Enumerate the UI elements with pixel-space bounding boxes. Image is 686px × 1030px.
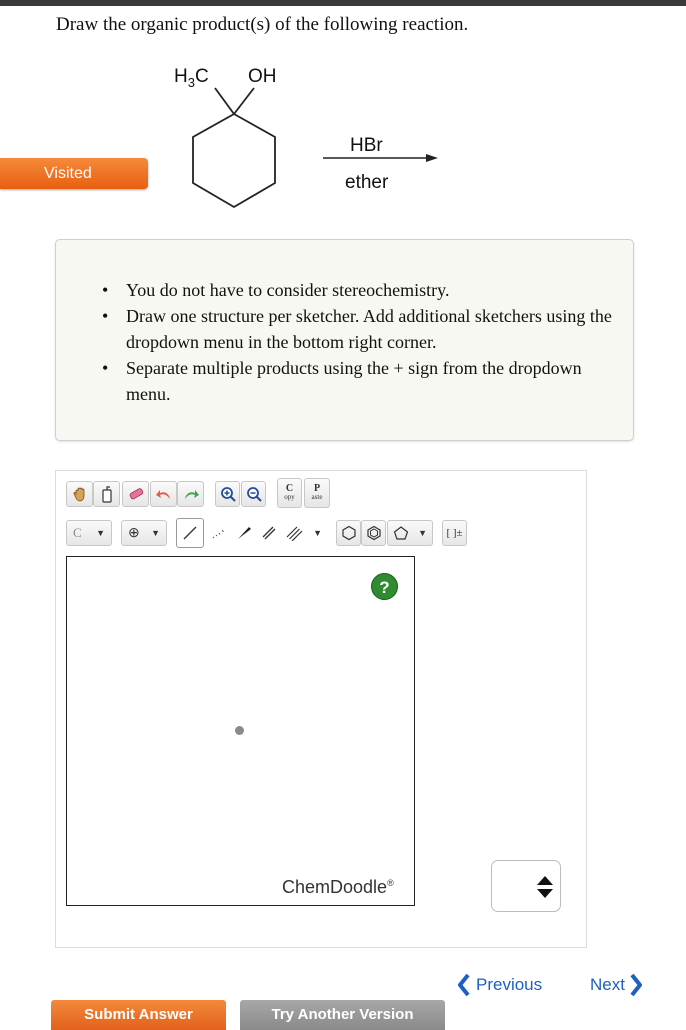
dropdown-arrow-icon: ▼ <box>418 528 427 538</box>
hand-icon <box>72 486 88 502</box>
hydroxyl-label: OH <box>248 66 277 87</box>
question-text: Draw the organic product(s) of the following reaction. <box>56 14 469 35</box>
bracket-label: [ ]± <box>446 527 463 539</box>
copy-label-top: C <box>285 483 294 494</box>
eraser-icon <box>127 487 145 501</box>
instruction-item: • Draw one structure per sketcher. Add additional sketchers using the dropdown menu in the bottom right corner. <box>102 306 612 352</box>
zoom-out-icon <box>246 486 262 502</box>
double-bond-button[interactable] <box>256 520 282 546</box>
double-bond-icon <box>261 525 277 541</box>
element-select[interactable] <box>66 520 112 546</box>
dropdown-arrow-icon: ▼ <box>313 528 322 538</box>
undo-button[interactable] <box>150 481 177 507</box>
zoom-in-icon <box>220 486 236 502</box>
dropdown-arrow-icon: ▼ <box>151 528 160 538</box>
try-another-version-button[interactable]: Try Another Version <box>240 1000 445 1030</box>
hash-bond-button[interactable] <box>205 520 231 546</box>
next-link[interactable] <box>590 972 643 998</box>
single-bond-button[interactable] <box>176 518 204 548</box>
reagent-label: HBr <box>350 135 383 156</box>
cyclohexane-ring <box>193 88 275 207</box>
top-bar <box>0 0 686 6</box>
benzene-ring-button[interactable] <box>361 520 386 546</box>
pentagon-icon <box>393 525 409 541</box>
up-down-arrows-icon <box>491 860 561 912</box>
add-sketcher-stepper[interactable] <box>491 860 561 912</box>
zoom-out-button[interactable] <box>241 481 266 507</box>
previous-link[interactable] <box>457 972 542 998</box>
copy-button[interactable] <box>277 478 302 508</box>
charge-select[interactable] <box>121 520 167 546</box>
hexagon-icon <box>341 525 357 541</box>
triple-bond-select[interactable] <box>282 520 326 546</box>
hash-bond-icon <box>210 525 226 541</box>
undo-icon <box>155 487 173 501</box>
chevron-right-icon <box>629 972 643 998</box>
pan-hand-button[interactable] <box>66 481 93 507</box>
paste-button[interactable] <box>304 478 330 508</box>
redo-button[interactable] <box>177 481 204 507</box>
pentagon-ring-select[interactable] <box>387 520 433 546</box>
single-bond-icon <box>182 525 198 541</box>
copy-label-bottom: opy <box>284 493 295 501</box>
submit-answer-button[interactable]: Submit Answer <box>51 1000 226 1030</box>
next-label: Next <box>590 975 625 994</box>
solvent-label: ether <box>345 172 389 193</box>
charge-label: ⊕ <box>128 525 140 541</box>
triple-bond-icon <box>286 525 304 541</box>
eraser-button[interactable] <box>122 481 149 507</box>
wedge-bond-icon <box>236 525 252 541</box>
zoom-in-button[interactable] <box>215 481 240 507</box>
dropdown-arrow-icon: ▼ <box>96 528 105 538</box>
instructions-box <box>55 239 634 441</box>
cyclohexane-ring-button[interactable] <box>336 520 361 546</box>
paste-label-bottom: aste <box>311 493 323 501</box>
redo-icon <box>182 487 200 501</box>
instruction-item: • You do not have to consider stereochemistry. <box>102 280 450 300</box>
reaction-scheme <box>160 55 460 215</box>
bracket-button[interactable] <box>442 520 467 546</box>
chevron-left-icon <box>457 972 471 998</box>
visited-badge: Visited <box>0 158 148 189</box>
help-button[interactable]: ? <box>371 573 398 600</box>
wedge-bond-button[interactable] <box>231 520 257 546</box>
lasso-icon <box>99 485 115 503</box>
cursor-dot <box>235 726 244 735</box>
chemdoodle-brand: ChemDoodle® <box>282 877 394 897</box>
instruction-item: • Separate multiple products using the + sign from the dropdown menu. <box>102 358 582 404</box>
paste-label-top: P <box>313 483 321 494</box>
methyl-label: $H_3C$ <box>174 66 209 90</box>
element-label: C <box>73 525 82 540</box>
lasso-button[interactable] <box>93 481 120 507</box>
previous-label: Previous <box>476 975 543 994</box>
benzene-icon <box>366 525 382 541</box>
